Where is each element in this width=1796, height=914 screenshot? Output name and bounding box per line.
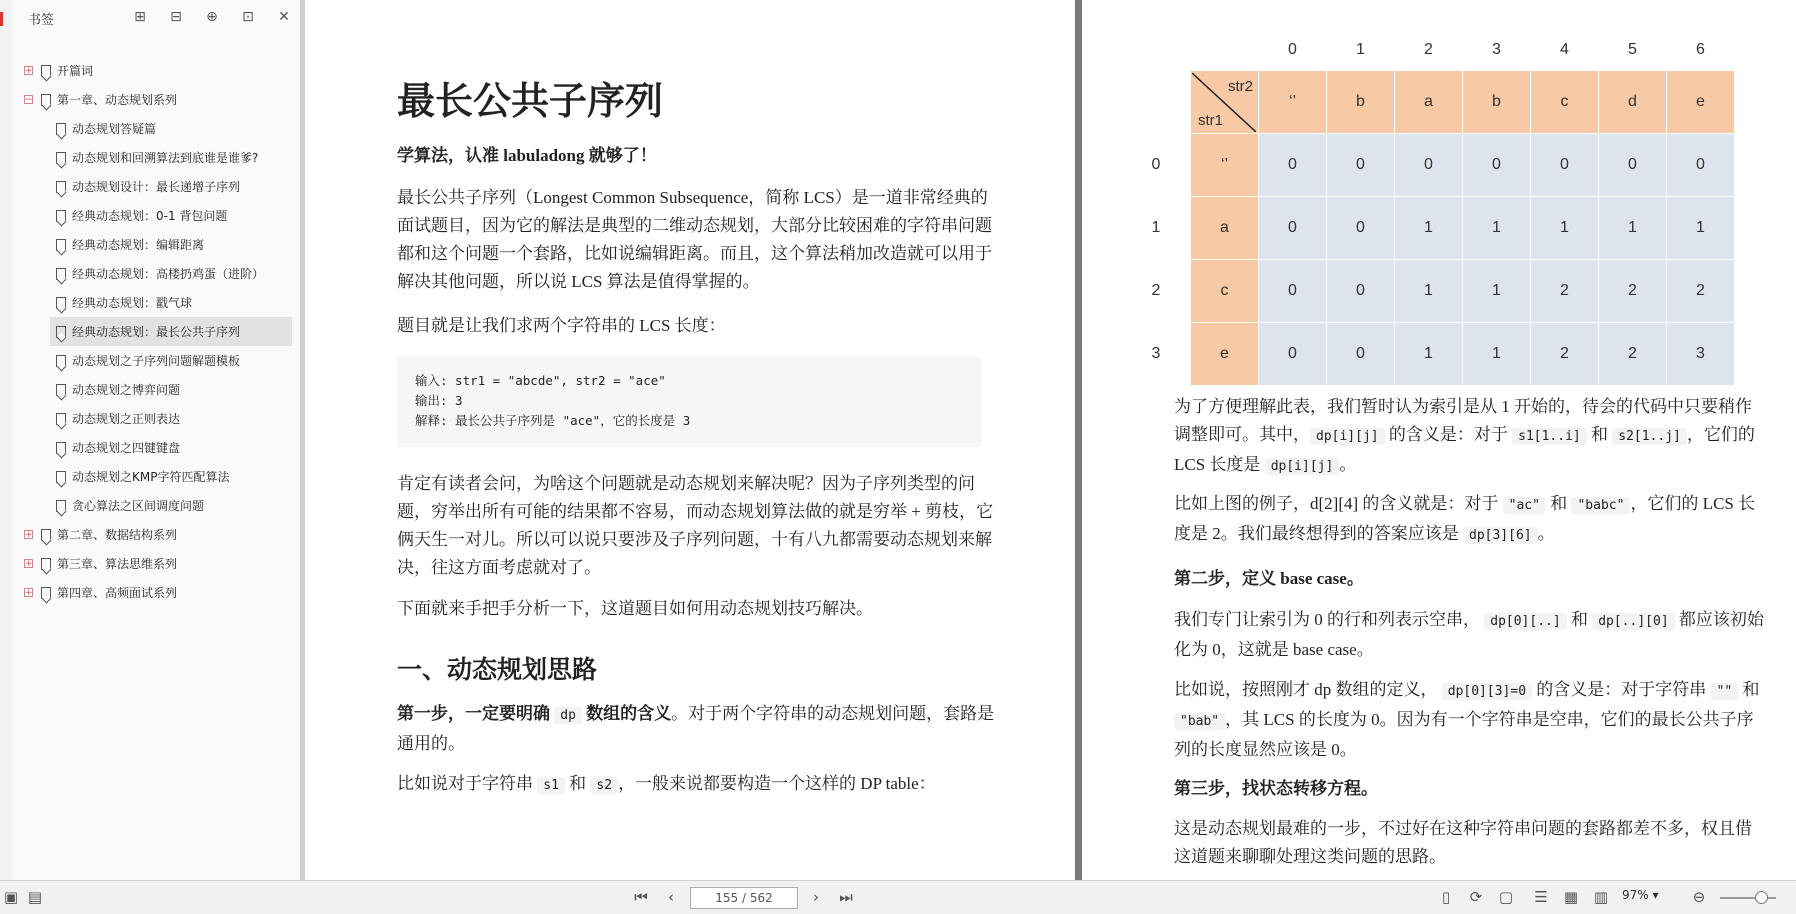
bookmark-label: 第二章、数据结构系列	[57, 528, 178, 542]
bookmark-icon	[56, 123, 66, 135]
dp-value-cell: 0	[1259, 197, 1327, 260]
dp-value-cell: 1	[1395, 260, 1463, 323]
bookmark-label: 动态规划设计：最长递增子序列	[72, 180, 241, 194]
bookmark-icon	[56, 152, 66, 164]
dp-value-cell: 1	[1395, 197, 1463, 260]
bookmark-item[interactable]	[12, 85, 302, 114]
dp-value-cell: 0	[1327, 197, 1395, 260]
text-run: 比如上图的例子，d[2][4] 的含义就是：对于	[1174, 494, 1499, 513]
bookmark-item[interactable]	[12, 549, 302, 578]
text-run: 为了方便理解此表，我们暂时认为索引是从 1 开始的，待会的代码中只要稍作调整即可。其中，	[1174, 397, 1752, 444]
bookmark-item[interactable]	[12, 259, 302, 288]
bookmark-icon	[56, 297, 66, 309]
bookmark-label: 第一章、动态规划系列	[57, 93, 178, 107]
text-run: 。	[1537, 524, 1555, 543]
column-index: 0	[1288, 41, 1297, 58]
inline-code: s2	[590, 777, 618, 794]
close-icon[interactable]: ✕	[278, 9, 290, 25]
next-page-icon[interactable]: ›	[813, 888, 819, 906]
bookmark-icon	[56, 239, 66, 251]
bookmark-icon	[56, 471, 66, 483]
inline-code: s1	[537, 777, 565, 794]
expand-all-icon[interactable]: ⊞	[134, 9, 146, 25]
inline-code: dp[0][..]	[1484, 613, 1566, 630]
dp-value-cell: 1	[1463, 197, 1531, 260]
bookmark-label: 动态规划和回溯算法到底谁是谁爹?	[72, 151, 259, 165]
zoom-value: 97%	[1622, 888, 1649, 902]
base-case-paragraph	[1174, 606, 1764, 664]
code-block	[397, 357, 981, 447]
step1-paragraph	[397, 700, 997, 758]
step1-bold-a: 第一步，一定要明确	[397, 704, 550, 723]
dp-value-cell: 2	[1531, 323, 1599, 386]
dp-value-cell: 1	[1531, 197, 1599, 260]
bookmark-item[interactable]	[12, 230, 302, 259]
first-page-icon[interactable]: ⏮	[634, 888, 648, 906]
expand-toggle-icon[interactable]: +	[25, 530, 33, 540]
bookmark-label: 经典动态规划：戳气球	[72, 296, 193, 310]
bookmark-label: 经典动态规划：编辑距离	[72, 238, 205, 252]
column-index: 3	[1492, 41, 1501, 58]
dp-value-cell: 2	[1599, 323, 1667, 386]
bookmark-label: 动态规划之子序列问题解题模板	[72, 354, 241, 368]
single-page-icon[interactable]: ▯	[1441, 888, 1451, 906]
text-run: ，一般来说都要构造一个这样的 DP table：	[618, 774, 936, 793]
lead-text: 学算法，认准 labuladong 就够了！	[397, 146, 657, 165]
question-text: 题目就是让我们求两个字符串的 LCS 长度：	[397, 316, 726, 335]
bookmark-item[interactable]	[12, 288, 302, 317]
sidebar-toggle-icon[interactable]: ▣	[3, 888, 19, 906]
document-page-right	[1082, 0, 1796, 880]
scroll-view-icon[interactable]: ▦	[1563, 888, 1579, 906]
dp-value-cell: 0	[1327, 134, 1395, 197]
text-run: 比如说，按照刚才 dp 数组的定义，	[1174, 680, 1438, 699]
bookmark-panel-title: 书签	[28, 12, 55, 28]
add-bookmark-icon[interactable]: ⊕	[206, 9, 218, 25]
page-number-input[interactable]: 155 / 562	[690, 887, 798, 909]
bookmark-label: 动态规划答疑篇	[72, 122, 157, 136]
strip-marker	[0, 12, 3, 26]
text-run: 的含义是：对于	[1388, 425, 1508, 444]
bookmark-icon	[41, 587, 51, 599]
bookmark-label: 贪心算法之区间调度问题	[72, 499, 205, 513]
code-line: 解释: 最长公共子序列是 "ace"，它的长度是 3	[415, 413, 691, 428]
table-explanation	[1174, 393, 1764, 481]
header-cell: c	[1531, 71, 1599, 134]
column-index: 5	[1628, 41, 1637, 58]
paragraph-4	[397, 770, 997, 800]
bookmark-item[interactable]	[12, 375, 302, 404]
dp-value-cell: 3	[1667, 323, 1735, 386]
bookmark-icon	[56, 384, 66, 396]
document-page-left	[305, 0, 1075, 880]
bookmark-label: 动态规划之博弈问题	[72, 383, 181, 397]
dp-value-cell: 1	[1463, 260, 1531, 323]
bookmark-icon	[56, 326, 66, 338]
dp-value-cell: 0	[1463, 134, 1531, 197]
expand-toggle-icon[interactable]: +	[25, 588, 33, 598]
dp-value-cell: 0	[1395, 134, 1463, 197]
inline-code: s2[1..j]	[1612, 428, 1687, 445]
row-index: 1	[1151, 219, 1161, 236]
intro-paragraph: 最长公共子序列（Longest Common Subsequence，简称 LCS）是一道非常经典的面试题目，因为它的解法是典型的二维动态规划，大部分比较困难的字符串问题都和这个问题一个套路，比如说编辑距离。而且，这个算法稍加改造就可以用于解决其他问题，所以说 LCS 算法是值得掌握的。	[397, 188, 992, 291]
example-paragraph	[1174, 490, 1764, 550]
bookmark-item[interactable]	[50, 317, 292, 346]
inline-code: "babc"	[1571, 497, 1630, 514]
bookmark-icon	[56, 268, 66, 280]
zoom-level[interactable]: 97% ▾	[1622, 888, 1659, 902]
text-run: 和	[1570, 610, 1588, 629]
row-char-cell: ‘’	[1191, 134, 1259, 197]
dp-value-cell: 2	[1667, 260, 1735, 323]
dp-value-cell: 0	[1667, 134, 1735, 197]
dp-value-cell: 0	[1599, 134, 1667, 197]
inline-code: dp[i][j]	[1310, 428, 1385, 445]
bookmark-icon	[41, 558, 51, 570]
dp-value-cell: 2	[1599, 260, 1667, 323]
bookmark-label: 第四章、高频面试系列	[57, 586, 178, 600]
dp-value-cell: 0	[1531, 134, 1599, 197]
page-thumbnail-icon[interactable]: ▤	[27, 888, 43, 906]
header-cell: b	[1327, 71, 1395, 134]
inline-code: dp	[554, 707, 582, 724]
inline-code: dp[i][j]	[1265, 458, 1340, 475]
inline-code: dp[..][0]	[1592, 613, 1674, 630]
definition-paragraph	[1174, 676, 1764, 764]
bookmark-icon	[56, 181, 66, 193]
inline-code: s1[1..i]	[1512, 428, 1587, 445]
column-index: 4	[1560, 41, 1569, 58]
bookmark-item[interactable]	[12, 462, 302, 491]
code-line: 输入: str1 = "abcde", str2 = "ace"	[415, 373, 666, 388]
inline-code: dp[3][6]	[1463, 527, 1538, 544]
bookmark-item[interactable]	[12, 346, 302, 375]
transition-paragraph: 这是动态规划最难的一步，不过好在这种字符串问题的套路都差不多，权且借这道题来聊聊处理这类问题的思路。	[1174, 819, 1752, 866]
status-bar	[0, 880, 1796, 914]
row-index: 3	[1151, 345, 1161, 362]
bookmark-item[interactable]	[12, 520, 302, 549]
inline-code: "ac"	[1503, 497, 1546, 514]
text-run: 和	[1550, 494, 1568, 513]
inline-code: ""	[1711, 683, 1739, 700]
expand-toggle-icon[interactable]: +	[25, 66, 33, 76]
text-run: 和	[1591, 425, 1608, 444]
zoom-out-icon[interactable]: ⊖	[1692, 888, 1706, 906]
bookmark-item[interactable]	[12, 491, 302, 520]
row-char-cell: a	[1191, 197, 1259, 260]
table-corner-cell	[1191, 71, 1259, 134]
bookmark-panel-header	[12, 0, 302, 36]
bookmark-label: 第三章、算法思维系列	[57, 557, 178, 571]
bookmark-label: 动态规划之四键键盘	[72, 441, 181, 455]
dp-value-cell: 1	[1463, 323, 1531, 386]
text-run: 和	[1742, 680, 1760, 699]
row-char-cell: c	[1191, 260, 1259, 323]
bookmark-item[interactable]	[12, 433, 302, 462]
header-cell: ‘’	[1259, 71, 1327, 134]
inline-code: "bab"	[1174, 713, 1225, 730]
collapse-all-icon[interactable]: ⊟	[170, 9, 182, 25]
bookmark-icon	[56, 442, 66, 454]
bookmark-label: 经典动态规划：0-1 背包问题	[72, 209, 228, 223]
dp-value-cell: 1	[1599, 197, 1667, 260]
column-index: 1	[1356, 41, 1365, 58]
section-heading: 一、动态规划思路	[397, 657, 598, 684]
step2-heading: 第二步，定义 base case。	[1174, 569, 1364, 588]
dp-value-cell: 0	[1327, 323, 1395, 386]
bookmark-label: 经典动态规划：高楼扔鸡蛋（进阶）	[72, 267, 265, 281]
text-run: 。	[1339, 455, 1357, 474]
page-gap	[1075, 0, 1082, 880]
text-run: 和	[569, 774, 587, 793]
dp-value-cell: 1	[1395, 323, 1463, 386]
two-page-view-icon[interactable]: ▥	[1593, 888, 1609, 906]
bookmark-icon	[56, 210, 66, 222]
rotate-icon[interactable]: ⟳	[1469, 888, 1483, 906]
code-line: 输出: 3	[415, 393, 463, 408]
paragraph-3: 下面就来手把手分析一下，这道题目如何用动态规划技巧解决。	[397, 599, 873, 618]
header-cell: a	[1395, 71, 1463, 134]
bookmark-icon[interactable]: ⊡	[242, 9, 254, 25]
bookmark-label: 经典动态规划：最长公共子序列	[72, 325, 241, 339]
dp-table	[1122, 30, 1735, 386]
column-index: 6	[1696, 41, 1705, 58]
text-run: 比如说对于字符串	[397, 774, 533, 793]
dp-value-cell: 0	[1259, 323, 1327, 386]
bookmark-icon	[41, 65, 51, 77]
dp-value-cell: 0	[1327, 260, 1395, 323]
page-title: 最长公共子序列	[397, 81, 664, 123]
bookmark-item[interactable]	[12, 143, 302, 172]
bookmark-panel	[12, 0, 303, 880]
text-run: 的含义是：对于字符串	[1536, 680, 1707, 699]
header-cell: d	[1599, 71, 1667, 134]
dp-value-cell: 0	[1259, 134, 1327, 197]
expand-toggle-icon[interactable]: −	[25, 95, 33, 105]
bookmark-item[interactable]	[12, 114, 302, 143]
row-index: 2	[1151, 282, 1161, 299]
dp-value-cell: 1	[1667, 197, 1735, 260]
bookmark-item[interactable]	[12, 578, 302, 607]
continuous-view-icon[interactable]: ☰	[1534, 888, 1548, 906]
bookmark-label: 开篇词	[57, 64, 94, 78]
str1-label: str1	[1198, 111, 1224, 129]
step1-bold-b: 数组的含义	[586, 704, 672, 723]
header-cell: e	[1667, 71, 1735, 134]
dp-value-cell: 2	[1531, 260, 1599, 323]
bookmark-icon	[56, 500, 66, 512]
bookmark-tree	[12, 56, 302, 607]
bookmark-icon	[41, 529, 51, 541]
bookmark-icon	[41, 94, 51, 106]
expand-toggle-icon[interactable]: +	[25, 559, 33, 569]
bookmark-label: 动态规划之正则表达	[72, 412, 181, 426]
bookmark-icon	[56, 413, 66, 425]
text-run: ，它们的 LCS 长度是 2。我们最终想得到的答案应该是	[1174, 494, 1756, 543]
column-index: 2	[1424, 41, 1433, 58]
row-char-cell: e	[1191, 323, 1259, 386]
inline-code: dp[0][3]=0	[1442, 683, 1532, 700]
text-run: 我们专门让索引为 0 的行和列表示空串，	[1174, 610, 1480, 629]
prev-page-icon[interactable]: ‹	[668, 888, 674, 906]
str2-label: str2	[1227, 77, 1253, 95]
fit-page-icon[interactable]: ▢	[1498, 888, 1514, 906]
bookmark-item[interactable]	[12, 404, 302, 433]
bookmark-item[interactable]	[12, 172, 302, 201]
row-index: 0	[1151, 156, 1161, 173]
bookmark-item[interactable]	[12, 56, 302, 85]
dp-value-cell: 0	[1259, 260, 1327, 323]
step3-heading: 第三步，找状态转移方程。	[1174, 779, 1378, 798]
text-run: ，它们的 LCS 长度是	[1174, 425, 1755, 474]
bookmark-item[interactable]	[12, 201, 302, 230]
bookmark-label: 动态规划之KMP字符匹配算法	[72, 470, 230, 484]
text-run: ，其 LCS 的长度为 0。因为有一个字符串是空串，它们的最长公共子序列的长度显然应该是 0。	[1174, 710, 1754, 759]
header-cell: b	[1463, 71, 1531, 134]
bookmark-icon	[56, 355, 66, 367]
zoom-slider-knob[interactable]	[1755, 891, 1768, 904]
paragraph-2: 肯定有读者会问，为啥这个问题就是动态规划来解决呢？因为子序列类型的问题，穷举出所有可能的结果都不容易，而动态规划算法做的就是穷举 + 剪枝，它俩天生一对儿。所以可以说只要涉及子序列问题，十有八九都需要动态规划来解决，往这方面考虑就对了。	[397, 474, 994, 577]
text-run: 都应该初始化为 0，这就是 base case。	[1174, 610, 1764, 659]
step1-rest: 。对于两个字符串的动态规划问题，套路是通用的。	[397, 704, 995, 753]
last-page-icon[interactable]: ⏭	[839, 888, 853, 906]
